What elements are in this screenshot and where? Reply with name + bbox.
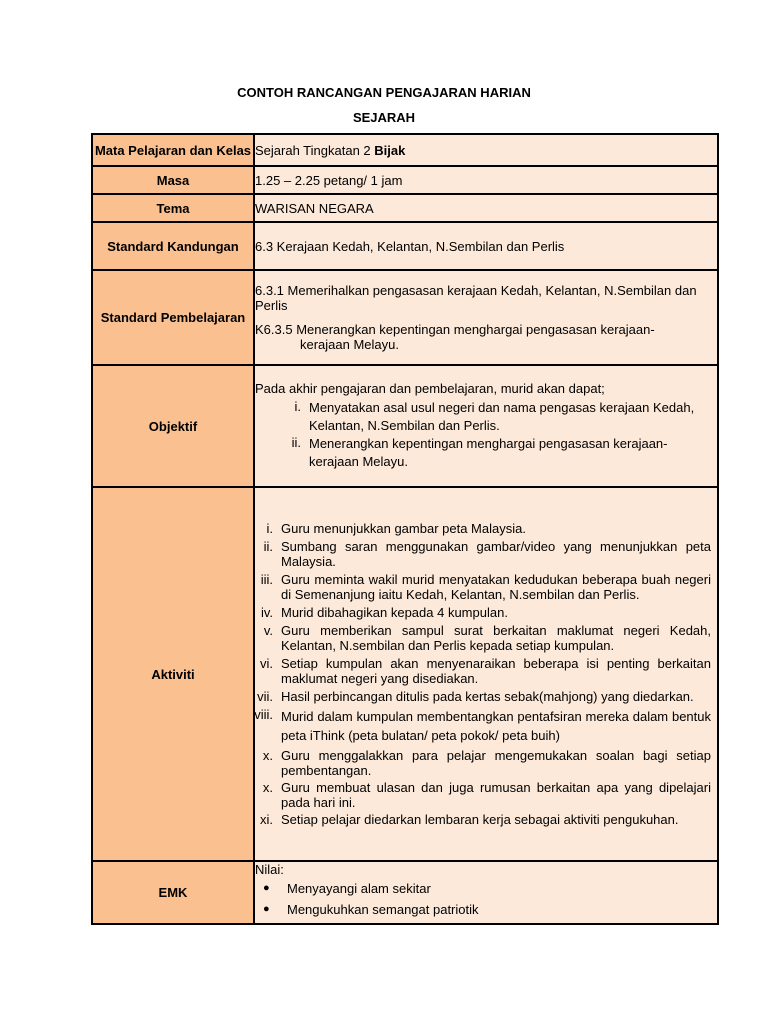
objektif-list (255, 399, 717, 471)
objektif-item-number: i. (294, 399, 301, 414)
sp-spacer (255, 313, 717, 322)
row-standard-pembelajaran (92, 270, 718, 365)
aktiviti-item-text: Hasil perbincangan ditulis pada kertas sebak(mahjong) yang diedarkan. (281, 689, 694, 704)
row-tema (92, 194, 718, 222)
subject-title: SEJARAH (352, 110, 416, 125)
aktiviti-item-text: Setiap kumpulan akan menyenaraikan beberapa isi penting berkaitan maklumat negeri yang disediakan. (281, 656, 711, 686)
aktiviti-item-number: v. (263, 623, 273, 638)
aktiviti-item-number: x. (262, 780, 273, 795)
sp-item-2-line-1: K6.3.5 Menerangkan kepentingan menghargai pengasasan kerajaan- (255, 322, 655, 337)
label-objektif: Objektif (92, 365, 254, 487)
sp-item-2-line-2: kerajaan Melayu. (300, 337, 399, 352)
row-masa (92, 166, 718, 194)
label-aktiviti: Aktiviti (92, 487, 254, 861)
label-mata-pelajaran: Mata Pelajaran dan Kelas (92, 134, 254, 166)
sp-item-1: 6.3.1 Memerihalkan pengasasan kerajaan Kedah, Kelantan, N.Sembilan dan Perlis (255, 283, 697, 313)
label-standard-pembelajaran: Standard Pembelajaran (92, 270, 254, 365)
objektif-intro: Pada akhir pengajaran dan pembelajaran, murid akan dapat; (255, 381, 605, 396)
objektif-item (255, 435, 717, 471)
aktiviti-item-number: iii. (260, 572, 273, 587)
aktiviti-item-text: Setiap pelajar diedarkan lembaran kerja sebagai aktiviti pengukuhan. (281, 812, 679, 827)
aktiviti-item (255, 572, 711, 602)
value-standard-pembelajaran (254, 270, 718, 365)
aktiviti-item-number: i. (266, 521, 273, 536)
aktiviti-item-text: Sumbang saran menggunakan gambar/video yang menunjukkan peta Malaysia. (281, 539, 711, 569)
aktiviti-item-number: viii. (254, 707, 273, 722)
label-standard-kandungan: Standard Kandungan (92, 222, 254, 270)
value-masa: 1.25 – 2.25 petang/ 1 jam (254, 166, 718, 194)
aktiviti-item (255, 748, 711, 778)
aktiviti-item-number: ii. (263, 539, 273, 554)
aktiviti-item-number: vii. (257, 689, 273, 704)
aktiviti-item-text: Guru menunjukkan gambar peta Malaysia. (281, 521, 526, 536)
emk-item (255, 902, 717, 917)
objektif-item (255, 399, 717, 435)
label-tema: Tema (92, 194, 254, 222)
bullet-icon: ● (263, 882, 270, 894)
value-mata-pelajaran-text: Sejarah Tingkatan 2 (255, 142, 375, 158)
objektif-item-number: ii. (291, 435, 301, 450)
value-aktiviti (254, 487, 718, 861)
value-kelas-name: Bijak (374, 142, 406, 158)
label-emk: EMK (92, 861, 254, 924)
row-emk (92, 861, 718, 924)
label-masa: Masa (92, 166, 254, 194)
aktiviti-item-text: Guru meminta wakil murid menyatakan kedudukan beberapa buah negeri di Semenanjung iaitu Kedah, Kelantan, N.sembilan dan Perlis. (281, 572, 711, 602)
aktiviti-item-number: vi. (260, 656, 273, 671)
aktiviti-item-number: x. (262, 748, 273, 763)
value-tema: WARISAN NEGARA (254, 194, 718, 222)
aktiviti-item-text: Murid dalam kumpulan membentangkan pentafsiran mereka dalam bentuk peta iThink (peta bulatan/ peta pokok/ peta buih) (281, 709, 711, 743)
aktiviti-item-text: Guru memberikan sampul surat berkaitan maklumat negeri Kedah, Kelantan, N.sembilan dan Perlis kepada setiap kumpulan. (281, 623, 711, 653)
aktiviti-item (255, 539, 711, 569)
value-emk (254, 861, 718, 924)
aktiviti-item-text: Guru menggalakkan para pelajar mengemukakan soalan bagi setiap pembentangan. (281, 748, 711, 778)
emk-item-text: Menyayangi alam sekitar (287, 881, 431, 896)
emk-item-text: Mengukuhkan semangat patriotik (287, 902, 479, 917)
aktiviti-item (255, 656, 711, 686)
row-aktiviti (92, 487, 718, 861)
lesson-plan-table (91, 133, 719, 925)
value-mata-pelajaran (254, 134, 718, 166)
aktiviti-list (255, 521, 711, 827)
objektif-item-text: Menerangkan kepentingan menghargai pengasasan kerajaan-kerajaan Melayu. (309, 436, 668, 469)
aktiviti-item-number: xi. (260, 812, 273, 827)
aktiviti-item (255, 689, 711, 704)
objektif-item-text: Menyatakan asal usul negeri dan nama pengasas kerajaan Kedah, Kelantan, N.Sembilan dan Perlis. (309, 400, 695, 433)
row-objektif (92, 365, 718, 487)
aktiviti-item-number: iv. (260, 605, 273, 620)
row-standard-kandungan (92, 222, 718, 270)
aktiviti-item (255, 605, 711, 620)
aktiviti-item (255, 780, 711, 810)
aktiviti-item (255, 707, 711, 745)
emk-list (255, 881, 717, 917)
value-objektif (254, 365, 718, 487)
aktiviti-item (255, 521, 711, 536)
aktiviti-item (255, 623, 711, 653)
value-standard-kandungan: 6.3 Kerajaan Kedah, Kelantan, N.Sembilan dan Perlis (254, 222, 718, 270)
row-mata-pelajaran (92, 134, 718, 166)
emk-intro: Nilai: (255, 862, 284, 877)
emk-item (255, 881, 717, 896)
aktiviti-item-text: Guru membuat ulasan dan juga rumusan berkaitan apa yang dipelajari pada hari ini. (281, 780, 711, 810)
aktiviti-item (255, 812, 711, 827)
aktiviti-item-text: Murid dibahagikan kepada 4 kumpulan. (281, 605, 508, 620)
bullet-icon: ● (263, 903, 270, 915)
document-title: CONTOH RANCANGAN PENGAJARAN HARIAN (237, 85, 531, 100)
